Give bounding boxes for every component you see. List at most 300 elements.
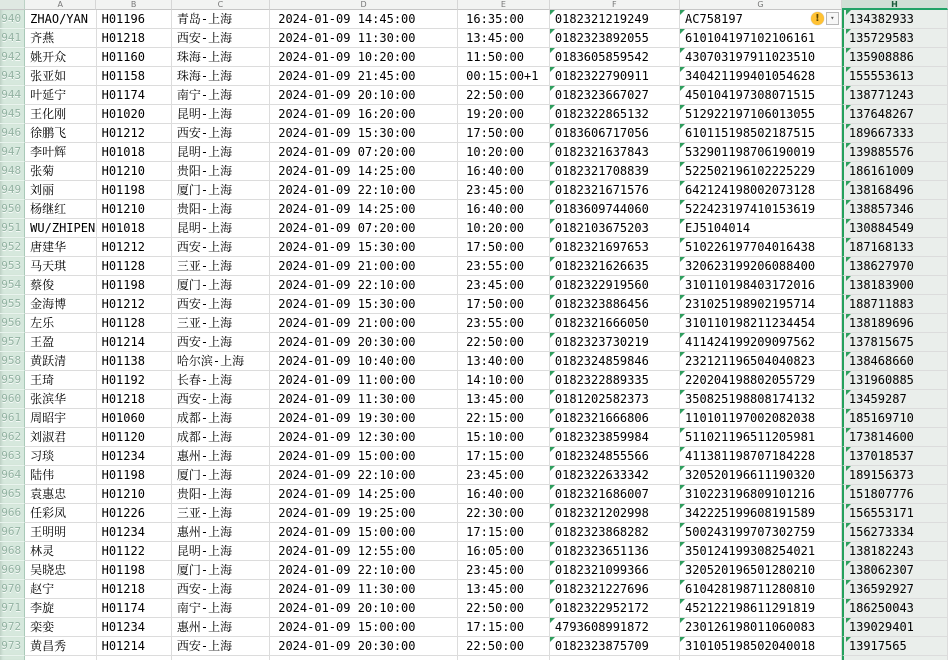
cell-arrival[interactable]: 15:10:00 xyxy=(458,428,550,447)
cell-route[interactable]: 贵阳-上海 xyxy=(172,200,270,219)
cell-departure[interactable]: 2024-01-09 11:30:00 xyxy=(270,29,458,48)
error-smart-tag[interactable] xyxy=(811,12,839,25)
cell-route[interactable]: 厦门-上海 xyxy=(172,276,270,295)
cell-route[interactable]: 厦门-上海 xyxy=(172,181,270,200)
cell-ticket-no[interactable]: 0183609744060 xyxy=(550,200,680,219)
cell-ticket-no[interactable]: 0182321202998 xyxy=(550,504,680,523)
row-header[interactable]: 954 xyxy=(0,276,25,295)
cell-id-no[interactable]: 532901198706190019 xyxy=(680,143,842,162)
row-header[interactable]: 972 xyxy=(0,618,25,637)
cell-id-no[interactable]: 511021196511205981 xyxy=(680,428,842,447)
cell-departure[interactable]: 2024-01-09 10:40:00 xyxy=(270,352,458,371)
row-header[interactable]: 951 xyxy=(0,219,25,238)
cell-phone[interactable]: 139029401 xyxy=(842,618,948,637)
cell-phone[interactable]: 138627970 xyxy=(842,257,948,276)
cell-route[interactable]: 珠海-上海 xyxy=(172,48,270,67)
cell-ticket-no[interactable]: 0182321626635 xyxy=(550,257,680,276)
cell-departure[interactable]: 2024-01-09 11:30:00 xyxy=(270,580,458,599)
cell-id-no[interactable]: 510226197704016438 xyxy=(680,238,842,257)
cell-arrival[interactable]: 16:40:00 xyxy=(458,162,550,181)
cell-name[interactable]: 蔡俊 xyxy=(25,276,96,295)
cell-phone[interactable]: 135729583 xyxy=(842,29,948,48)
cell-phone[interactable]: 134382933 xyxy=(842,10,948,29)
cell-route[interactable]: 西安-上海 xyxy=(172,295,270,314)
row-header[interactable]: 953 xyxy=(0,257,25,276)
cell-id-no[interactable]: 220204198802055729 xyxy=(680,371,842,390)
column-header-b[interactable]: B xyxy=(96,0,171,10)
row-header[interactable]: 950 xyxy=(0,200,25,219)
cell-phone[interactable]: 135908886 xyxy=(842,48,948,67)
cell-ticket-no[interactable]: 0182323667027 xyxy=(550,86,680,105)
cell-id-no[interactable]: 320623199206088400 xyxy=(680,257,842,276)
cell-departure[interactable]: 2024-01-09 22:10:00 xyxy=(270,181,458,200)
row-header[interactable]: 968 xyxy=(0,542,25,561)
cell-name[interactable]: 王盈 xyxy=(25,333,96,352)
cell-flight-no[interactable]: H01192 xyxy=(97,371,172,390)
cell-flight-no[interactable] xyxy=(97,656,172,660)
cell-route[interactable]: 三亚-上海 xyxy=(172,257,270,276)
cell-phone[interactable]: 138857346 xyxy=(842,200,948,219)
cell-name[interactable]: 刘淑君 xyxy=(25,428,96,447)
warning-icon[interactable]: ! xyxy=(811,12,824,25)
cell-flight-no[interactable]: H01018 xyxy=(97,143,172,162)
cell-departure[interactable]: 2024-01-09 07:20:00 xyxy=(270,219,458,238)
cell-route[interactable]: 惠州-上海 xyxy=(172,447,270,466)
cell-id-no[interactable]: 230126198011060083 xyxy=(680,618,842,637)
cell-phone[interactable]: 138168496 xyxy=(842,181,948,200)
cell-ticket-no[interactable]: 0182321219249 xyxy=(550,10,680,29)
cell-departure[interactable]: 2024-01-09 12:30:00 xyxy=(270,428,458,447)
cell-departure[interactable]: 2024-01-09 20:30:00 xyxy=(270,637,458,656)
cell-ticket-no[interactable]: 0183605859542 xyxy=(550,48,680,67)
cell-phone[interactable]: 131960885 xyxy=(842,371,948,390)
cell-arrival[interactable]: 22:50:00 xyxy=(458,86,550,105)
cell-ticket-no[interactable]: 4793608991872 xyxy=(550,618,680,637)
cell-arrival[interactable]: 14:10:00 xyxy=(458,371,550,390)
cell-id-no[interactable]: 522502196102225229 xyxy=(680,162,842,181)
cell-departure[interactable]: 2024-01-09 14:45:00 xyxy=(270,10,458,29)
cell-id-no[interactable]: 610115198502187515 xyxy=(680,124,842,143)
cell-departure[interactable]: 2024-01-09 21:45:00 xyxy=(270,67,458,86)
cell-arrival[interactable]: 23:45:00 xyxy=(458,181,550,200)
cell-name[interactable]: 姚开众 xyxy=(25,48,96,67)
cell-id-no[interactable]: 231025198902195714 xyxy=(680,295,842,314)
cell-name[interactable]: 赵宁 xyxy=(25,580,96,599)
row-header[interactable]: 956 xyxy=(0,314,25,333)
cell-phone[interactable]: 155553613 xyxy=(842,67,948,86)
cell-id-no[interactable] xyxy=(680,656,842,660)
cell-ticket-no[interactable]: 0182321671576 xyxy=(550,181,680,200)
cell-flight-no[interactable]: H01174 xyxy=(97,599,172,618)
chevron-down-icon[interactable]: ▾ xyxy=(826,12,839,25)
cell-id-no[interactable]: 310105198502040018 xyxy=(680,637,842,656)
cell-departure[interactable]: 2024-01-09 15:30:00 xyxy=(270,124,458,143)
cell-departure[interactable]: 2024-01-09 12:55:00 xyxy=(270,542,458,561)
cell-phone[interactable]: 137018537 xyxy=(842,447,948,466)
cell-id-no[interactable]: 320520196611190320 xyxy=(680,466,842,485)
cell-arrival[interactable]: 17:50:00 xyxy=(458,238,550,257)
cell-route[interactable]: 哈尔滨-上海 xyxy=(172,352,270,371)
cell-departure[interactable]: 2024-01-09 15:00:00 xyxy=(270,523,458,542)
cell-arrival[interactable]: 10:20:00 xyxy=(458,219,550,238)
cell-flight-no[interactable]: H01234 xyxy=(97,447,172,466)
column-header-g[interactable]: G xyxy=(680,0,842,10)
cell-route[interactable]: 三亚-上海 xyxy=(172,314,270,333)
cell-ticket-no[interactable]: 0182321099366 xyxy=(550,561,680,580)
cell-route[interactable] xyxy=(172,656,270,660)
row-header[interactable]: 969 xyxy=(0,561,25,580)
cell-name[interactable]: 杨继红 xyxy=(25,200,96,219)
cell-flight-no[interactable]: H01198 xyxy=(97,276,172,295)
cell-ticket-no[interactable]: 0182322790911 xyxy=(550,67,680,86)
cell-route[interactable]: 厦门-上海 xyxy=(172,466,270,485)
cell-name[interactable]: 袁惠忠 xyxy=(25,485,96,504)
cell-phone[interactable]: 173814600 xyxy=(842,428,948,447)
cell-name[interactable]: 齐燕 xyxy=(25,29,96,48)
cell-name[interactable]: 任彩凤 xyxy=(25,504,96,523)
cell-name[interactable]: 林灵 xyxy=(25,542,96,561)
cell-arrival[interactable]: 23:55:00 xyxy=(458,257,550,276)
cell-id-no[interactable]: 232121196504040823 xyxy=(680,352,842,371)
cell-name[interactable]: 黄昌秀 xyxy=(25,637,96,656)
cell-phone[interactable]: 139885576 xyxy=(842,143,948,162)
cell-name[interactable]: 李旋 xyxy=(25,599,96,618)
cell-ticket-no[interactable]: 0182323651136 xyxy=(550,542,680,561)
cell-route[interactable]: 贵阳-上海 xyxy=(172,485,270,504)
cell-name[interactable]: 王明明 xyxy=(25,523,96,542)
cell-name[interactable]: 叶延宁 xyxy=(25,86,96,105)
cell-phone[interactable]: 138182243 xyxy=(842,542,948,561)
row-header[interactable]: 952 xyxy=(0,238,25,257)
cell-route[interactable]: 惠州-上海 xyxy=(172,523,270,542)
cell-departure[interactable]: 2024-01-09 21:00:00 xyxy=(270,257,458,276)
cell-route[interactable]: 三亚-上海 xyxy=(172,504,270,523)
row-header[interactable]: 940 xyxy=(0,10,25,29)
cell-ticket-no[interactable]: 0182321697653 xyxy=(550,238,680,257)
cell-ticket-no[interactable]: 0182322633342 xyxy=(550,466,680,485)
cell-name[interactable]: 习琰 xyxy=(25,447,96,466)
cell-route[interactable]: 成都-上海 xyxy=(172,428,270,447)
cell-route[interactable]: 西安-上海 xyxy=(172,637,270,656)
cell-id-no[interactable]: 512922197106013055 xyxy=(680,105,842,124)
cell-id-no[interactable]: 310223196809101216 xyxy=(680,485,842,504)
cell-id-no[interactable]: 411424199209097562 xyxy=(680,333,842,352)
cell-route[interactable]: 成都-上海 xyxy=(172,409,270,428)
row-header[interactable]: 957 xyxy=(0,333,25,352)
cell-ticket-no[interactable]: 0183606717056 xyxy=(550,124,680,143)
cell-arrival[interactable]: 22:50:00 xyxy=(458,599,550,618)
cell-phone[interactable]: 156553171 xyxy=(842,504,948,523)
cell-name[interactable]: 金海博 xyxy=(25,295,96,314)
cell-name[interactable]: ZHAO/YAN xyxy=(25,10,96,29)
cell-flight-no[interactable]: H01210 xyxy=(97,200,172,219)
cell-arrival[interactable]: 19:20:00 xyxy=(458,105,550,124)
row-header[interactable]: 963 xyxy=(0,447,25,466)
cell-route[interactable]: 西安-上海 xyxy=(172,390,270,409)
cell-phone[interactable]: 138189696 xyxy=(842,314,948,333)
cell-name[interactable]: 张滨华 xyxy=(25,390,96,409)
cell-arrival[interactable]: 17:50:00 xyxy=(458,124,550,143)
cell-ticket-no[interactable]: 0182322919560 xyxy=(550,276,680,295)
row-header[interactable]: 959 xyxy=(0,371,25,390)
cell-id-no[interactable]: 500243199707302759 xyxy=(680,523,842,542)
cell-id-no[interactable]: 430703197911023510 xyxy=(680,48,842,67)
cell-flight-no[interactable]: H01128 xyxy=(97,314,172,333)
column-header-d[interactable]: D xyxy=(270,0,458,10)
cell-ticket-no[interactable]: 0182321708839 xyxy=(550,162,680,181)
cell-arrival[interactable]: 22:30:00 xyxy=(458,504,550,523)
column-header-f[interactable]: F xyxy=(550,0,680,10)
cell-id-no[interactable]: 610104197102106161 xyxy=(680,29,842,48)
cell-flight-no[interactable]: H01214 xyxy=(97,637,172,656)
cell-ticket-no[interactable]: 0182323892055 xyxy=(550,29,680,48)
cell-flight-no[interactable]: H01138 xyxy=(97,352,172,371)
row-header[interactable]: 966 xyxy=(0,504,25,523)
cell-phone[interactable]: 186161009 xyxy=(842,162,948,181)
column-header-e[interactable]: E xyxy=(458,0,550,10)
cell-route[interactable]: 西安-上海 xyxy=(172,124,270,143)
cell-id-no[interactable]: 642124198002073128 xyxy=(680,181,842,200)
row-header[interactable]: 955 xyxy=(0,295,25,314)
cell-arrival[interactable]: 23:45:00 xyxy=(458,276,550,295)
cell-flight-no[interactable]: H01234 xyxy=(97,523,172,542)
cell-arrival[interactable]: 00:15:00+1 xyxy=(458,67,550,86)
cell-id-no[interactable]: EJ5104014 xyxy=(680,219,842,238)
cell-route[interactable]: 西安-上海 xyxy=(172,238,270,257)
cell-ticket-no[interactable]: 0182321686007 xyxy=(550,485,680,504)
row-header[interactable]: 941 xyxy=(0,29,25,48)
row-header[interactable]: 943 xyxy=(0,67,25,86)
cell-ticket-no[interactable]: 0182323730219 xyxy=(550,333,680,352)
cell-route[interactable]: 贵阳-上海 xyxy=(172,162,270,181)
cell-route[interactable]: 青岛-上海 xyxy=(172,10,270,29)
cell-arrival[interactable] xyxy=(458,656,550,660)
cell-route[interactable]: 南宁-上海 xyxy=(172,599,270,618)
cell-flight-no[interactable]: H01122 xyxy=(97,542,172,561)
cell-flight-no[interactable]: H01210 xyxy=(97,485,172,504)
cell-arrival[interactable]: 11:50:00 xyxy=(458,48,550,67)
row-header[interactable]: 942 xyxy=(0,48,25,67)
cell-phone[interactable]: 186250043 xyxy=(842,599,948,618)
row-header[interactable]: 971 xyxy=(0,599,25,618)
cell-route[interactable]: 珠海-上海 xyxy=(172,67,270,86)
cell-phone[interactable]: 138771243 xyxy=(842,86,948,105)
cell-departure[interactable]: 2024-01-09 22:10:00 xyxy=(270,561,458,580)
cell-ticket-no[interactable]: 0182323859984 xyxy=(550,428,680,447)
row-header[interactable]: 958 xyxy=(0,352,25,371)
cell-phone[interactable]: 137648267 xyxy=(842,105,948,124)
row-header[interactable]: 947 xyxy=(0,143,25,162)
cell-departure[interactable]: 2024-01-09 11:30:00 xyxy=(270,390,458,409)
row-header[interactable]: 962 xyxy=(0,428,25,447)
row-header[interactable]: 964 xyxy=(0,466,25,485)
cell-arrival[interactable]: 17:15:00 xyxy=(458,523,550,542)
cell-departure[interactable]: 2024-01-09 07:20:00 xyxy=(270,143,458,162)
cell-phone[interactable]: 13917565 xyxy=(842,637,948,656)
cell-arrival[interactable]: 22:50:00 xyxy=(458,333,550,352)
cell-id-no[interactable]: 110101197002082038 xyxy=(680,409,842,428)
cell-phone[interactable] xyxy=(842,656,948,660)
cell-phone[interactable]: 138468660 xyxy=(842,352,948,371)
cell-departure[interactable]: 2024-01-09 22:10:00 xyxy=(270,276,458,295)
cell-flight-no[interactable]: H01210 xyxy=(97,162,172,181)
cell-name[interactable]: 陆伟 xyxy=(25,466,96,485)
cell-ticket-no[interactable]: 0182324859846 xyxy=(550,352,680,371)
cell-arrival[interactable]: 16:40:00 xyxy=(458,485,550,504)
cell-departure[interactable]: 2024-01-09 21:00:00 xyxy=(270,314,458,333)
column-header-h[interactable]: H xyxy=(842,0,948,10)
cell-departure[interactable]: 2024-01-09 15:00:00 xyxy=(270,447,458,466)
cell-departure[interactable]: 2024-01-09 15:30:00 xyxy=(270,238,458,257)
cell-ticket-no[interactable]: 0182322865132 xyxy=(550,105,680,124)
row-header[interactable]: 973 xyxy=(0,637,25,656)
cell-flight-no[interactable]: H01212 xyxy=(97,124,172,143)
cell-flight-no[interactable]: H01174 xyxy=(97,86,172,105)
cell-name[interactable]: 周昭宇 xyxy=(25,409,96,428)
cell-route[interactable]: 昆明-上海 xyxy=(172,105,270,124)
cell-name[interactable]: 栾娈 xyxy=(25,618,96,637)
cell-route[interactable]: 昆明-上海 xyxy=(172,143,270,162)
cell-name[interactable]: 李叶辉 xyxy=(25,143,96,162)
cell-ticket-no[interactable]: 0182321666806 xyxy=(550,409,680,428)
cell-id-no[interactable]: 310110198211234454 xyxy=(680,314,842,333)
cell-name[interactable] xyxy=(25,656,96,660)
cell-departure[interactable]: 2024-01-09 15:30:00 xyxy=(270,295,458,314)
cell-arrival[interactable]: 16:40:00 xyxy=(458,200,550,219)
cell-phone[interactable]: 189667333 xyxy=(842,124,948,143)
cell-id-no[interactable]: 350825198808174132 xyxy=(680,390,842,409)
cell-id-no[interactable]: 411381198707184228 xyxy=(680,447,842,466)
cell-route[interactable]: 惠州-上海 xyxy=(172,618,270,637)
cell-arrival[interactable]: 23:55:00 xyxy=(458,314,550,333)
cell-ticket-no[interactable]: 0182323886456 xyxy=(550,295,680,314)
row-header[interactable]: 945 xyxy=(0,105,25,124)
cell-name[interactable]: 张菊 xyxy=(25,162,96,181)
cell-route[interactable]: 南宁-上海 xyxy=(172,86,270,105)
cell-flight-no[interactable]: H01212 xyxy=(97,238,172,257)
cell-arrival[interactable]: 23:45:00 xyxy=(458,561,550,580)
cell-arrival[interactable]: 16:35:00 xyxy=(458,10,550,29)
cell-phone[interactable]: 151807776 xyxy=(842,485,948,504)
cell-departure[interactable]: 2024-01-09 16:20:00 xyxy=(270,105,458,124)
cell-route[interactable]: 长春-上海 xyxy=(172,371,270,390)
cell-id-no[interactable]: 310110198403172016 xyxy=(680,276,842,295)
cell-arrival[interactable]: 13:45:00 xyxy=(458,390,550,409)
cell-id-no[interactable]: 522423197410153619 xyxy=(680,200,842,219)
cell-id-no[interactable]: 340421199401054628 xyxy=(680,67,842,86)
cell-id-no[interactable]: 452122198611291819 xyxy=(680,599,842,618)
row-header[interactable]: 949 xyxy=(0,181,25,200)
row-header[interactable]: 948 xyxy=(0,162,25,181)
cell-ticket-no[interactable]: 0182322889335 xyxy=(550,371,680,390)
cell-name[interactable]: 刘丽 xyxy=(25,181,96,200)
cell-flight-no[interactable]: H01218 xyxy=(97,390,172,409)
cell-phone[interactable]: 156273334 xyxy=(842,523,948,542)
cell-departure[interactable]: 2024-01-09 19:30:00 xyxy=(270,409,458,428)
cell-departure[interactable]: 2024-01-09 20:30:00 xyxy=(270,333,458,352)
cell-phone[interactable]: 188711883 xyxy=(842,295,948,314)
row-header[interactable]: 961 xyxy=(0,409,25,428)
cell-ticket-no[interactable]: 0182321637843 xyxy=(550,143,680,162)
cell-arrival[interactable]: 22:15:00 xyxy=(458,409,550,428)
cell-arrival[interactable]: 17:50:00 xyxy=(458,295,550,314)
cell-name[interactable]: 黄跃清 xyxy=(25,352,96,371)
cell-departure[interactable] xyxy=(270,656,458,660)
row-header[interactable]: 965 xyxy=(0,485,25,504)
cell-arrival[interactable]: 13:45:00 xyxy=(458,29,550,48)
cell-name[interactable]: 张亚如 xyxy=(25,67,96,86)
cell-id-no[interactable]: 610428198711280810 xyxy=(680,580,842,599)
cell-flight-no[interactable]: H01212 xyxy=(97,295,172,314)
cell-flight-no[interactable]: H01198 xyxy=(97,181,172,200)
row-header[interactable]: 970 xyxy=(0,580,25,599)
cell-ticket-no[interactable]: 0182321227696 xyxy=(550,580,680,599)
cell-arrival[interactable]: 10:20:00 xyxy=(458,143,550,162)
cell-name[interactable]: 马天琪 xyxy=(25,257,96,276)
cell-flight-no[interactable]: H01218 xyxy=(97,580,172,599)
cell-route[interactable]: 昆明-上海 xyxy=(172,219,270,238)
cell-departure[interactable]: 2024-01-09 15:00:00 xyxy=(270,618,458,637)
cell-flight-no[interactable]: H01196 xyxy=(97,10,172,29)
cell-name[interactable]: WU/ZHIPEN xyxy=(25,219,96,238)
cell-flight-no[interactable]: H01198 xyxy=(97,561,172,580)
cell-ticket-no[interactable]: 0182103675203 xyxy=(550,219,680,238)
cell-name[interactable]: 王化刚 xyxy=(25,105,96,124)
cell-phone[interactable]: 136592927 xyxy=(842,580,948,599)
cell-phone[interactable]: 185169710 xyxy=(842,409,948,428)
cell-name[interactable]: 左乐 xyxy=(25,314,96,333)
cell-arrival[interactable]: 23:45:00 xyxy=(458,466,550,485)
cell-flight-no[interactable]: H01226 xyxy=(97,504,172,523)
cell-flight-no[interactable]: H01218 xyxy=(97,29,172,48)
cell-name[interactable]: 徐鹏飞 xyxy=(25,124,96,143)
cell-departure[interactable]: 2024-01-09 20:10:00 xyxy=(270,86,458,105)
row-header[interactable]: 946 xyxy=(0,124,25,143)
cell-flight-no[interactable]: H01120 xyxy=(97,428,172,447)
cell-departure[interactable]: 2024-01-09 22:10:00 xyxy=(270,466,458,485)
column-header-c[interactable]: C xyxy=(172,0,270,10)
cell-departure[interactable]: 2024-01-09 14:25:00 xyxy=(270,485,458,504)
row-header[interactable]: 967 xyxy=(0,523,25,542)
cell-arrival[interactable]: 17:15:00 xyxy=(458,447,550,466)
cell-phone[interactable]: 187168133 xyxy=(842,238,948,257)
cell-arrival[interactable]: 13:40:00 xyxy=(458,352,550,371)
cell-flight-no[interactable]: H01234 xyxy=(97,618,172,637)
cell-arrival[interactable]: 17:15:00 xyxy=(458,618,550,637)
cell-id-no[interactable]: 342225199608191589 xyxy=(680,504,842,523)
cell-departure[interactable]: 2024-01-09 11:00:00 xyxy=(270,371,458,390)
cell-phone[interactable]: 138183900 xyxy=(842,276,948,295)
cell-ticket-no[interactable]: 0181202582373 xyxy=(550,390,680,409)
cell-departure[interactable]: 2024-01-09 14:25:00 xyxy=(270,200,458,219)
cell-flight-no[interactable]: H01020 xyxy=(97,105,172,124)
cell-id-no[interactable]: 450104197308071515 xyxy=(680,86,842,105)
cell-ticket-no[interactable] xyxy=(550,656,680,660)
cell-flight-no[interactable]: H01214 xyxy=(97,333,172,352)
cell-phone[interactable]: 130884549 xyxy=(842,219,948,238)
cell-route[interactable]: 西安-上海 xyxy=(172,29,270,48)
cell-route[interactable]: 厦门-上海 xyxy=(172,561,270,580)
cell-name[interactable]: 唐建华 xyxy=(25,238,96,257)
cell-phone[interactable]: 189156373 xyxy=(842,466,948,485)
cell-name[interactable]: 吴晓忠 xyxy=(25,561,96,580)
select-all-corner[interactable] xyxy=(0,0,25,10)
cell-departure[interactable]: 2024-01-09 20:10:00 xyxy=(270,599,458,618)
cell-ticket-no[interactable]: 0182322952172 xyxy=(550,599,680,618)
cell-route[interactable]: 西安-上海 xyxy=(172,333,270,352)
cell-route[interactable]: 西安-上海 xyxy=(172,580,270,599)
cell-departure[interactable]: 2024-01-09 19:25:00 xyxy=(270,504,458,523)
